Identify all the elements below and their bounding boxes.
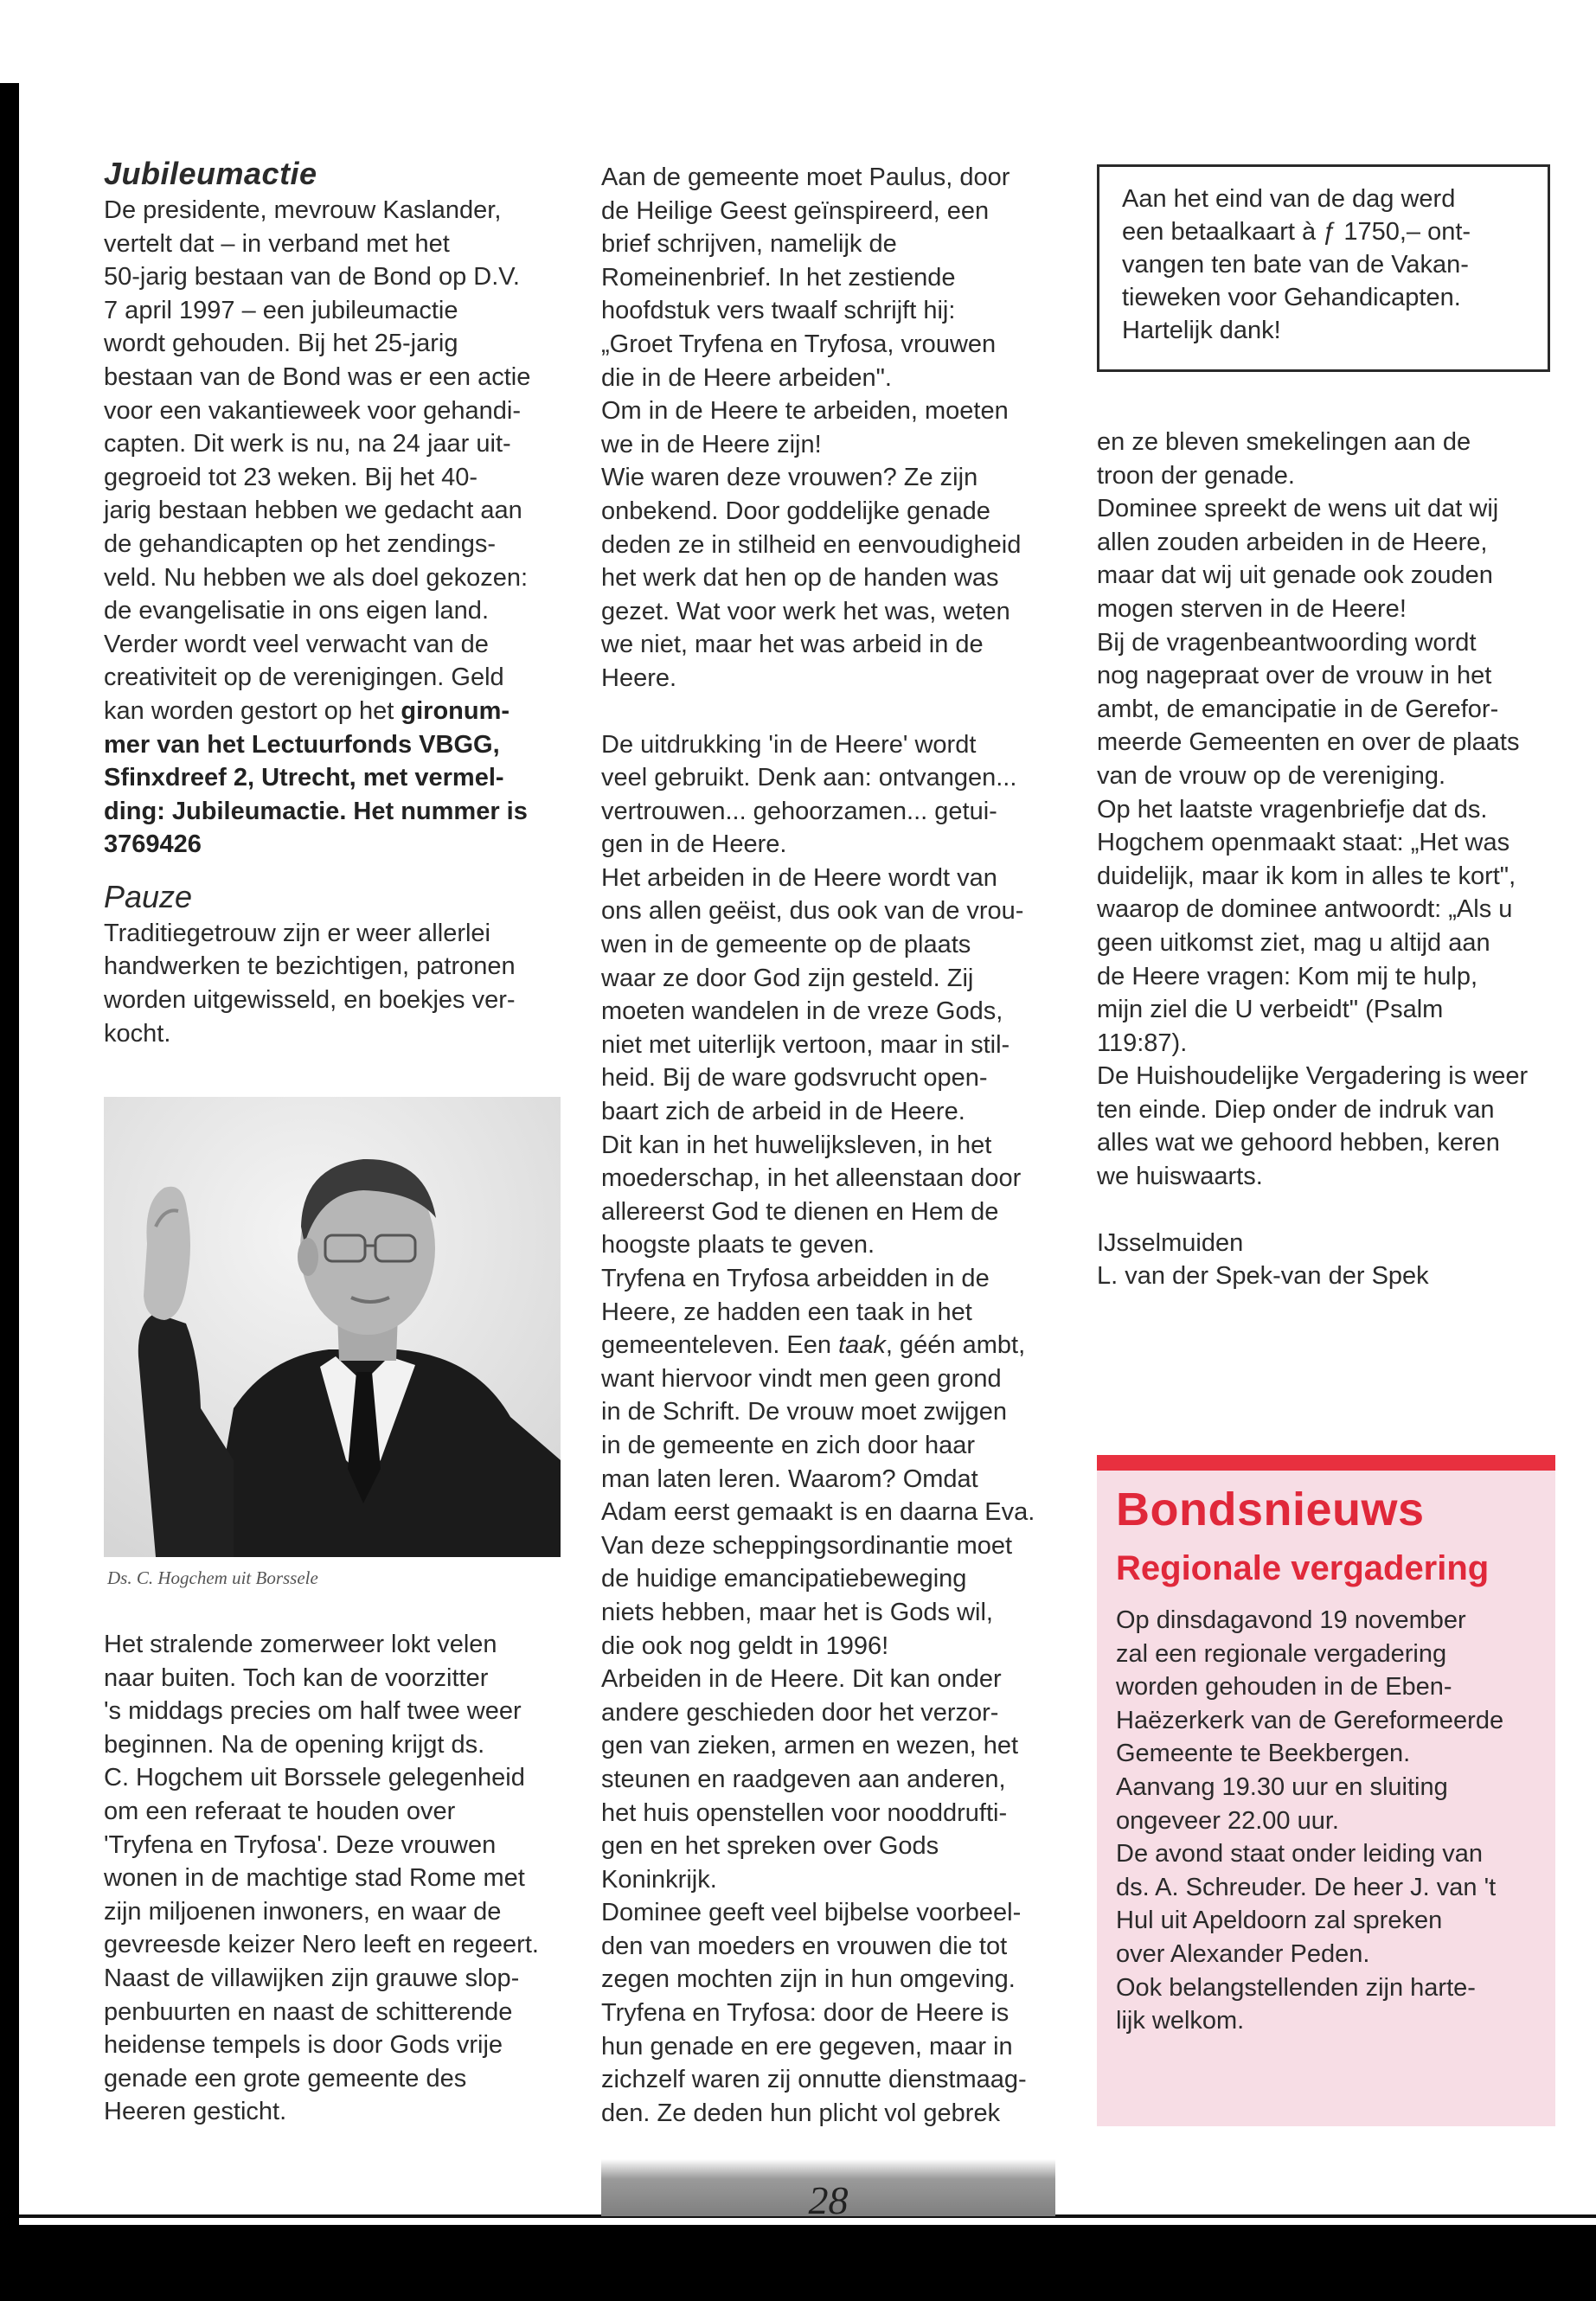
text-line: meerde Gemeenten en over de plaats (1097, 728, 1520, 757)
text-line: wordt gehouden. Bij het 25-jarig (104, 330, 458, 358)
column-3 (1097, 426, 1560, 1293)
text-line: zichzelf waren zij onnutte dienstmaag- (601, 2066, 1027, 2094)
speaker-photo-illustration (104, 1097, 561, 1557)
text-line: vangen ten bate van de Vakan- (1122, 251, 1469, 279)
text-line: voor een vakantieweek voor gehandi- (104, 396, 522, 425)
heading-jubileumactie: Jubileumactie (104, 156, 317, 191)
text-segment: kan worden gestort op het (104, 696, 401, 725)
text-line: de evangelisatie in ons eigen land. (104, 597, 489, 625)
text-line: zal een regionale vergadering (1116, 1639, 1447, 1668)
paragraph-gap (601, 695, 1060, 728)
donation-notice-box (1097, 164, 1550, 372)
giro-text-line: ding: Jubileumactie. Het nummer is (104, 797, 528, 825)
text-line-mixed (104, 695, 567, 728)
text-line: gegroeid tot 23 weken. Bij het 40- (104, 463, 478, 491)
text-line: veld. Nu hebben we als doel gekozen: (104, 563, 529, 592)
text-line: want hiervoor vindt men geen grond (601, 1364, 1002, 1393)
text-line: Aan de gemeente moet Paulus, door (601, 163, 1010, 191)
text-line: heidense tempels is door Gods vrije (104, 2031, 503, 2060)
text-line: Gemeente te Beekbergen. (1116, 1740, 1411, 1768)
text-line: Het stralende zomerweer lokt velen (104, 1631, 497, 1658)
text-line: om een referaat te houden over (104, 1797, 456, 1825)
text-line: tieweken voor Gehandicapten. (1122, 284, 1461, 311)
text-line: hoogste plaats te geven. (601, 1231, 875, 1259)
text-line: die in de Heere arbeiden". (601, 363, 892, 392)
text-line: Dit kan in het huwelijksleven, in het (601, 1131, 992, 1159)
text-line: jarig bestaan hebben we gedacht aan (104, 497, 522, 525)
pauze-paragraph (104, 917, 567, 1050)
text-line: De uitdrukking 'in de Heere' wordt (601, 730, 977, 759)
emphasis-taak: taak (838, 1331, 886, 1360)
text-line: het huis openstellen voor nooddrufti- (601, 1798, 1008, 1827)
text-line: Het arbeiden in de Heere wordt van (601, 863, 997, 892)
text-line: Hartelijk dank! (1122, 317, 1281, 344)
text-line: Tryfena en Tryfosa: door de Heere is (601, 1999, 1010, 2028)
text-line: C. Hogchem uit Borssele gelegenheid (104, 1764, 525, 1792)
text-line: den van moeders en vrouwen die tot (601, 1932, 1008, 1960)
column-2 (601, 161, 1060, 2130)
text-line: en ze bleven smekelingen aan de (1097, 428, 1471, 456)
text-line: Verder wordt veel verwacht van de (104, 630, 489, 658)
text-line: Om in de Heere te arbeiden, moeten (601, 397, 1009, 426)
text-line: het werk dat hen op de handen was (601, 564, 999, 593)
text-line: vertelt dat – in verband met het (104, 229, 450, 258)
text-line: Traditiegetrouw zijn er weer allerlei (104, 919, 490, 947)
text-line: naar buiten. Toch kan de voorzitter (104, 1663, 489, 1692)
text-line: Van deze scheppingsordinantie moet (601, 1531, 1013, 1560)
text-line: allen zouden arbeiden in de Heere, (1097, 528, 1488, 556)
text-line: Adam eerst gemaakt is en daarna Eva. (601, 1498, 1035, 1527)
text-line: De Huishoudelijke Vergadering is weer (1097, 1062, 1529, 1091)
text-line: bestaan van de Bond was er een actie (104, 362, 531, 391)
text-line: steunen en raadgeven aan anderen, (601, 1765, 1006, 1793)
text-line: Tryfena en Tryfosa arbeidden in de (601, 1265, 990, 1292)
text-line: de gehandicapten op het zendings- (104, 529, 497, 558)
text-line: mijn ziel die U verbeidt" (Psalm (1097, 996, 1444, 1024)
text-line: maar dat wij uit genade ook zouden (1097, 561, 1493, 590)
giro-text-line: mer van het Lectuurfonds VBGG, (104, 730, 500, 759)
page-number: 28 (808, 2178, 849, 2222)
text-line: Naast de villawijken zijn grauwe slop- (104, 1964, 520, 1992)
text-line: allereerst God te dienen en Hem de (601, 1197, 999, 1226)
text-line: moederschap, in het alleenstaan door (601, 1164, 1022, 1193)
text-line: De avond staat onder leiding van (1116, 1840, 1484, 1868)
giro-text-start: gironum- (401, 696, 510, 725)
text-line: Aanvang 19.30 uur en sluiting (1116, 1772, 1448, 1801)
text-line: niets hebben, maar het is Gods wil, (601, 1598, 993, 1626)
text-line: waar ze door God zijn gesteld. Zij (601, 964, 974, 992)
text-line: Op dinsdagavond 19 november (1116, 1606, 1466, 1634)
text-line: brief schrijven, namelijk de (601, 230, 897, 259)
text-line: zegen mochten zijn in hun omgeving. (601, 1965, 1016, 1994)
scan-edge-bottom (0, 2225, 1596, 2301)
text-line: De presidente, mevrouw Kaslander, (104, 196, 502, 224)
text-line: nog nagepraat over de vrouw in het (1097, 662, 1492, 690)
text-line: troon der genade. (1097, 461, 1295, 490)
text-line: hoofdstuk vers twaalf schrijft hij: (601, 297, 956, 325)
text-segment: gemeenteleven. Een (601, 1331, 839, 1360)
text-line: Heere. (601, 663, 677, 692)
text-line: hun genade en ere gegeven, maar in (601, 2032, 1013, 2061)
text-line: niet met uiterlijk vertoon, maar in stil- (601, 1030, 1010, 1059)
text-line: een betaalkaart à ƒ 1750,– ont- (1122, 218, 1471, 246)
text-line: wonen in de machtige stad Rome met (104, 1864, 525, 1893)
text-line: lijk welkom. (1116, 2007, 1245, 2035)
text-line: capten. Dit werk is nu, na 24 jaar uit- (104, 430, 511, 458)
text-line: beginnen. Na de opening krijgt ds. (104, 1730, 485, 1759)
text-line: andere geschieden door het verzor- (601, 1698, 999, 1727)
text-line: in de gemeente en zich door haar (601, 1431, 976, 1459)
text-line: Hul uit Apeldoorn zal spreken (1116, 1907, 1443, 1935)
text-line: handwerken te bezichtigen, patronen (104, 952, 516, 981)
bondsnieuws-subtitle: Regionale vergadering (1116, 1549, 1490, 1587)
text-line: die ook nog geldt in 1996! (601, 1631, 889, 1660)
text-line: geen uitkomst ziet, mag u altijd aan (1097, 928, 1490, 957)
text-line: de Heilige Geest geïnspireerd, een (601, 196, 990, 225)
text-line: wen in de gemeente op de plaats (601, 931, 971, 959)
text-line: waarop de dominee antwoordt: „Als u (1097, 895, 1513, 924)
jubileum-paragraph (104, 194, 567, 862)
text-line: Wie waren deze vrouwen? Ze zijn (601, 464, 978, 492)
text-line: creativiteit op de verenigingen. Geld (104, 663, 504, 692)
text-line: gezet. Wat voor werk het was, weten (601, 597, 1010, 625)
text-line: veel gebruikt. Denk aan: ontvangen... (601, 764, 1017, 792)
speaker-photo (104, 1097, 561, 1557)
text-line: ambt, de emancipatie in de Gerefor- (1097, 695, 1499, 723)
text-line: Aan het eind van de dag werd (1122, 185, 1456, 213)
page-number-bar (601, 2159, 1055, 2222)
text-line: ten einde. Diep onder de indruk van (1097, 1095, 1495, 1124)
text-line: 7 april 1997 – een jubileumactie (104, 296, 458, 324)
text-line: penbuurten en naast de schitterende (104, 1997, 513, 2026)
text-line: de Heere vragen: Kom mij te hulp, (1097, 962, 1478, 990)
text-line: vertrouwen... gehoorzamen... getui- (601, 797, 997, 825)
heading-pauze: Pauze (104, 878, 193, 914)
giro-number: 3769426 (104, 830, 202, 859)
text-line: we niet, maar het was arbeid in de (601, 631, 984, 659)
text-line: genade een grote gemeente des (104, 2064, 467, 2093)
text-line: den. Ze deden hun plicht vol gebrek (601, 2099, 1001, 2127)
text-line: ds. A. Schreuder. De heer J. van 't (1116, 1873, 1497, 1901)
text-line: gen van zieken, armen en wezen, het (601, 1732, 1019, 1760)
giro-text-line: Sfinxdreef 2, Utrecht, met vermel- (104, 764, 504, 792)
text-line: onbekend. Door goddelijke genade (601, 497, 990, 525)
text-line: ongeveer 22.00 uur. (1116, 1806, 1339, 1835)
text-line: Romeinenbrief. In het zestiende (601, 263, 956, 292)
column-1-continued (104, 1628, 567, 2129)
text-line: Dominee spreekt de wens uit dat wij (1097, 495, 1499, 523)
text-line: Koninkrijk. (601, 1865, 717, 1894)
text-line-mixed (601, 1329, 1060, 1362)
text-line: Hogchem openmaakt staat: „Het was (1097, 829, 1510, 857)
text-line: zijn miljoenen inwoners, en waar de (104, 1897, 502, 1926)
column-1 (104, 154, 567, 1050)
text-line: alles wat we gehoord hebben, keren (1097, 1129, 1500, 1157)
text-line: over Alexander Peden. (1116, 1939, 1370, 1968)
bondsnieuws-accent-bar (1097, 1455, 1555, 1471)
text-line: Bij de vragenbeantwoording wordt (1097, 628, 1477, 657)
text-line: Arbeiden in de Heere. Dit kan onder (601, 1665, 1002, 1694)
text-line: duidelijk, maar ik kom in alles te kort", (1097, 862, 1516, 890)
text-line: Ook belangstellenden zijn harte- (1116, 1973, 1476, 2002)
text-line: man laten leren. Waarom? Omdat (601, 1465, 978, 1493)
text-line: deden ze in stilheid en eenvoudigheid (601, 530, 1022, 559)
text-line: van de vrouw op de vereniging. (1097, 761, 1446, 790)
text-line: gen in de Heere. (601, 830, 787, 859)
signature-place: IJsselmuiden (1097, 1228, 1244, 1257)
paragraph-gap (1097, 1194, 1560, 1227)
scan-edge-left (0, 83, 19, 2228)
text-line: gen en het spreken over Gods (601, 1832, 939, 1861)
bondsnieuws-panel (1097, 1455, 1555, 2126)
text-line: mogen sterven in de Heere! (1097, 594, 1407, 623)
text-line: 's middags precies om half twee weer (104, 1697, 522, 1726)
text-line: Heere, ze hadden een taak in het (601, 1298, 972, 1326)
photo-caption: Ds. C. Hogchem uit Borssele (107, 1567, 318, 1588)
text-line: kocht. (104, 1019, 171, 1048)
text-line: „Groet Tryfena en Tryfosa, vrouwen (601, 330, 997, 358)
text-line: in de Schrift. De vrouw moet zwijgen (601, 1398, 1008, 1426)
signature-name: L. van der Spek-van der Spek (1097, 1262, 1429, 1291)
text-line: gevreesde keizer Nero leeft en regeert. (104, 1931, 539, 1959)
text-line: moeten wandelen in de vreze Gods, (601, 997, 1003, 1026)
text-line: Haëzerkerk van de Gereformeerde (1116, 1706, 1504, 1734)
bondsnieuws-body (1116, 1604, 1555, 2038)
text-line: we huiswaarts. (1097, 1163, 1263, 1191)
text-line: baart zich de arbeid in de Heere. (601, 1098, 965, 1126)
text-line: Heeren gesticht. (104, 2098, 287, 2126)
text-line: Op het laatste vragenbriefje dat ds. (1097, 795, 1488, 824)
text-line: 50-jarig bestaan van de Bond op D.V. (104, 263, 520, 292)
text-line: heid. Bij de ware godsvrucht open- (601, 1064, 988, 1093)
text-line: worden uitgewisseld, en boekjes ver- (104, 986, 516, 1015)
text-line: worden gehouden in de Eben- (1116, 1673, 1452, 1702)
text-line: de huidige emancipatiebeweging (601, 1565, 967, 1593)
text-line: we in de Heere zijn! (601, 430, 822, 458)
text-segment: , géén ambt, (885, 1331, 1026, 1360)
text-line: 'Tryfena en Tryfosa'. Deze vrouwen (104, 1830, 497, 1859)
bondsnieuws-title: Bondsnieuws (1116, 1484, 1425, 1535)
text-line: ons allen geëist, dus ook van de vrou- (601, 897, 1024, 926)
text-line: 119:87). (1097, 1029, 1188, 1057)
text-line: Dominee geeft veel bijbelse voorbeel- (601, 1899, 1022, 1927)
